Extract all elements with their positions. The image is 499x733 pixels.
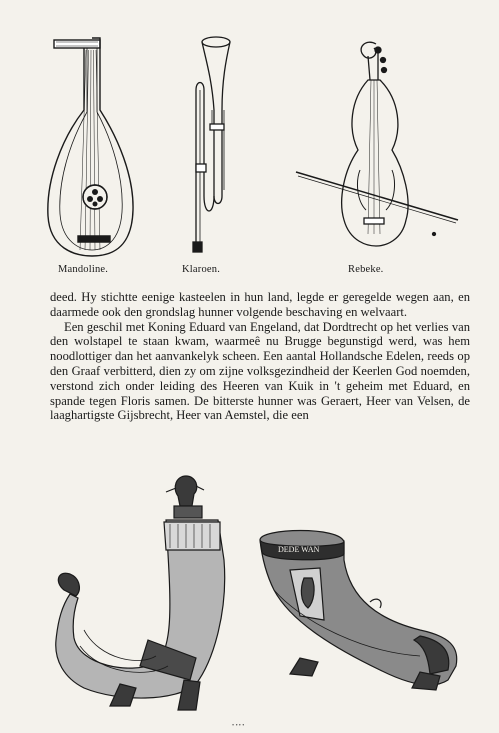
caption-klaroen: Klaroen.	[182, 264, 221, 275]
caption-rebeke: Rebeke.	[348, 264, 384, 275]
footer-mark: • • • •	[232, 723, 245, 729]
rebeke-illustration	[296, 42, 458, 246]
left-horn-illustration	[56, 476, 225, 710]
drinking-horns-illustration	[0, 470, 499, 725]
paragraph-2: Een geschil met Koning Eduard van Engeland, dat Dordtrecht op het verlies van den wolstapel te staan kwam, waarmeê nu Brugge begunstigd werd, was hem noodlottiger dan het aanvankelyk scheen. Een aantal Hollandsche Edelen, reeds op den Graaf verbitterd, dien zy om zijne volksgezindheid der Keerlen God noemden, verstond zich onder leiding des Heeren van Kuik in 't geheim met Eduard, en spande tegen Floris samen. De bitterste hunner was Geraert, Heer van Velsen, de laaghartigste Gijsbrecht, Heer van Aemstel, die een	[50, 319, 470, 423]
instruments-illustration	[0, 20, 499, 260]
klaroen-illustration	[193, 37, 230, 252]
mandoline-illustration	[48, 38, 133, 256]
caption-mandoline: Mandoline.	[58, 264, 109, 275]
horn-inscription: DEDE WAN	[278, 545, 320, 554]
paragraph-1: deed. Hy stichtte eenige kasteelen in hun land, legde er geregelde wegen aan, en daarmede ook den grondslag hunner volgende beschaving en welvaart.	[50, 290, 470, 319]
right-horn-illustration	[260, 531, 457, 691]
body-text	[50, 290, 470, 423]
